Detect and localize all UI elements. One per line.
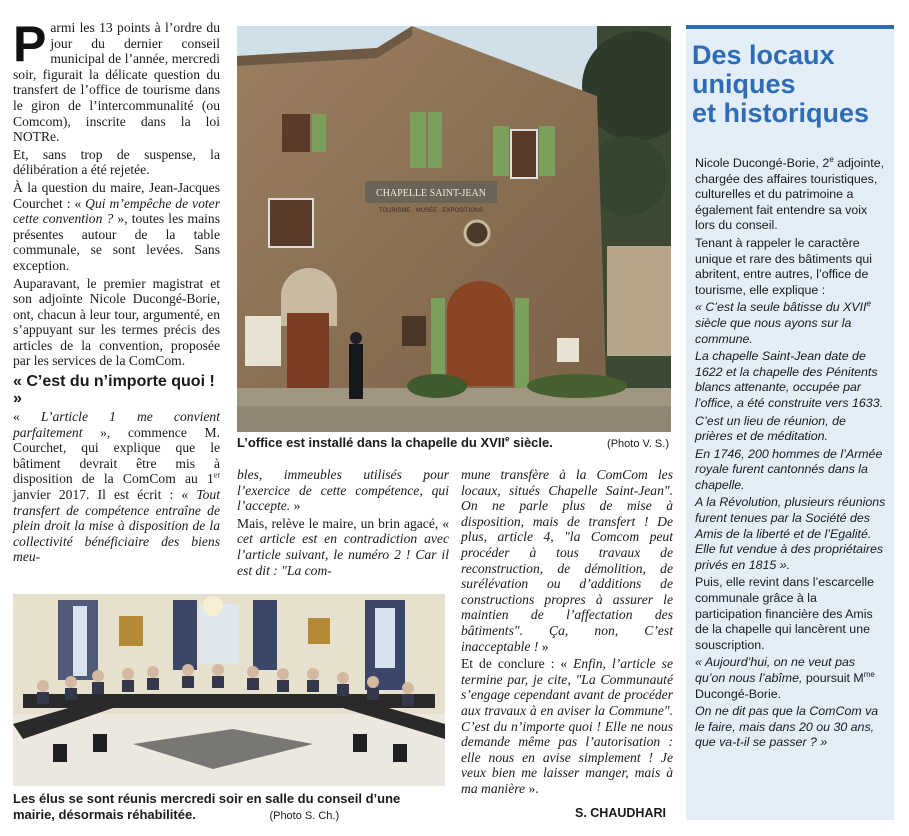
sidebar-box bbox=[686, 25, 894, 820]
paragraph: Et de conclure : « Enfin, l’article se termine par, je cite, "La Communauté s’engage cependant avant de procéder aux travaux à en aviser la Commune". C’est du n’importe quoi ! Elle ne nous demande même pas l’autorisation : elle nous en avise simplement ! Je veux bien me laisser manger, mais à ma manière ». bbox=[461, 656, 673, 796]
sidebar-body bbox=[695, 156, 887, 753]
council-photo-caption: Les élus se sont réunis mercredi soir en salle du conseil d’une mairie, désormais réhabilitée. (Photo S. Ch.) bbox=[13, 791, 401, 822]
paragraph: « Aujourd’hui, on ne veut pas qu’on nous l’abîme, poursuit $M^{me}$ Ducongé-Borie. bbox=[695, 655, 875, 701]
photo-credit: (Photo V. S.) bbox=[607, 438, 669, 450]
paragraph: mune transfère à la ComCom les locaux, situés Chapelle Saint-Jean". On ne parle plus de mise à disposition, mais de transfert ! De plus, article 4, "la Comcom peut procéder à tous travaux de reconstruction, de démolition, de surélévation ou d’additions de constructions propres à assurer le maintien de l’affectation des bâtiments". Ça, non, C’est inacceptable ! » bbox=[461, 467, 673, 654]
paragraph: Mais, relève le maire, un brin agacé, « cet article est en contradiction avec l’article suivant, le numéro 2 ! Car il est dit : "La com- bbox=[237, 515, 449, 578]
quote: La chapelle Saint-Jean date de 1622 et la chapelle des Pénitents blancs attenante, occupée par l’office, a été construite vers 1633. bbox=[695, 349, 884, 410]
chapel-photo bbox=[237, 26, 671, 432]
chapel-photo-caption: L’office est installé dans la chapelle du XVIIe siècle. (Photo V. S.) bbox=[237, 434, 669, 450]
council-room-illustration bbox=[13, 594, 445, 786]
chapel-sign: CHAPELLE SAINT-JEAN bbox=[376, 188, 486, 199]
paragraph: Puis, elle revint dans l’escarcelle communale grâce à la participation financière des Amis de la chapelle qui lancèrent une souscription. bbox=[695, 575, 875, 652]
paragraph: Et, sans trop de suspense, la délibération a été rejetée. bbox=[13, 146, 220, 178]
paragraph: À la question du maire, Jean-Jacques Courchet : « Qui m’empêche de voter cette convention ? », toutes les mains présentes autour de la table communale, se sont levées. Sans exception. bbox=[13, 179, 220, 273]
quote: A la Révolution, plusieurs réunions furent tenues par la Société des Amis de la liberté et de l’Egalité. Elle fut vendue à des propriétaires privés en 1815 ». bbox=[695, 495, 886, 572]
paragraph: Tenant à rappeler le caractère unique et rare des bâtiments qui abritent, entre autres, l’office de tourisme, elle explique : bbox=[695, 235, 873, 297]
paragraph: « L’article 1 me convient parfaitement », commence M. Courchet, qui explique que le bâtiment devrait être mis à disposition de la ComCom au 1er janvier 2017. Il est écrit : « Tout transfert de compétence entraîne de plein droit la mise à disposition de la collectivité bénéficiaire des biens meu- bbox=[13, 409, 220, 565]
quote: C’est un lieu de réunion, de prières et de méditation. bbox=[695, 413, 846, 444]
paragraph: Nicole Ducongé-Borie, 2e adjointe, chargée des affaires touristiques, culturelles et du patrimoine a également fait entendre sa voix lors du conseil. bbox=[695, 154, 885, 233]
quote: En 1746, 200 hommes de l’Armée royale furent cantonnés dans la chapelle. bbox=[695, 446, 883, 492]
photo-credit: (Photo S. Ch.) bbox=[269, 810, 340, 822]
dropcap: P bbox=[13, 16, 47, 72]
article-column-2 bbox=[237, 467, 449, 580]
quote: « C’est la seule bâtisse du XVIIe siècle que nous ayons sur la commune. bbox=[695, 299, 871, 346]
paragraph: bles, immeubles utilisés pour l’exercice de cette compétence, qui l’accepte. » bbox=[237, 467, 449, 514]
paragraph: Auparavant, le premier magistrat et son adjointe Nicole Ducongé-Borie, ont, chacun à leur tour, argumenté, en s’appuyant sur les termes précis des articles de la convention, proposée par les services de la ComCom. bbox=[13, 275, 220, 369]
article-lede: Parmi les 13 points à l’ordre du jour du dernier conseil municipal de l’année, mercredi soir, figurait la délicate question du transfert de l’office de tourisme dans le giron de l’intercommunalité (ou Comcom), inscrite dans la loi NOTRe. bbox=[13, 16, 220, 145]
article-column-1 bbox=[13, 16, 220, 567]
chapel-sign-sub: TOURISME · MUSÉE · EXPOSITIONS bbox=[378, 208, 484, 214]
council-room-photo bbox=[13, 594, 445, 786]
quote: On ne dit pas que la ComCom va le faire, mais dans 20 ou 30 ans, que va-t-il se passer ? » bbox=[695, 704, 879, 750]
subheading: « C’est du n’importe quoi ! » bbox=[13, 373, 215, 408]
article-column-3 bbox=[461, 467, 673, 798]
sidebar-title: Des locaux uniques et historiques bbox=[692, 40, 870, 128]
author-byline: S. CHAUDHARI bbox=[575, 806, 666, 820]
chapel-illustration bbox=[237, 26, 671, 432]
